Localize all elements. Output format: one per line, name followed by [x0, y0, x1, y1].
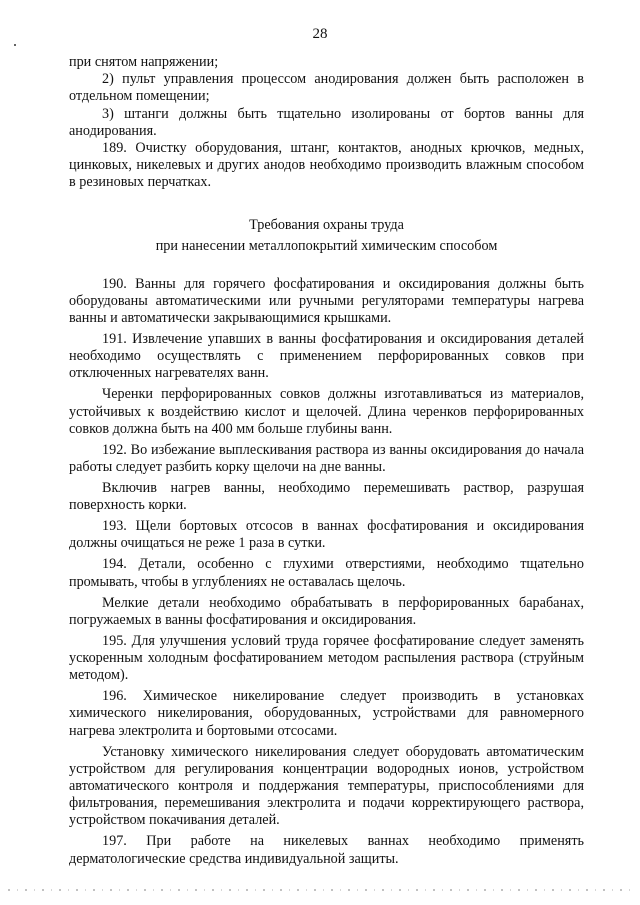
paragraph: Включив нагрев ванны, необходимо перемешивать раствор, разрушая поверхность корки.: [69, 480, 584, 514]
paragraph: 193. Щели бортовых отсосов в ваннах фосфатирования и оксидирования должны очищаться не реже 1 раза в сутки.: [69, 518, 584, 552]
paragraph: 3) штанги должны быть тщательно изолированы от бортов ванны для анодирования.: [69, 105, 584, 139]
paragraph: 189. Очистку оборудования, штанг, контактов, анодных крючков, медных, цинковых, никелевых и других анодов необходимо производить влажным способом в резиновых перчатках.: [69, 140, 584, 191]
section-heading: [69, 215, 584, 257]
paragraph: при снятом напряжении;: [69, 54, 219, 70]
paragraph: 196. Химическое никелирование следует производить в установках химического никелирования, оборудованных, устройствами для равномерного нагрева электролита и бортовыми отсосами.: [69, 688, 584, 739]
paragraph: 194. Детали, особенно с глухими отверстиями, необходимо тщательно промывать, чтобы в углублениях не оставалась щелочь.: [69, 556, 584, 590]
paragraph: Установку химического никелирования следует оборудовать автоматическим устройством для регулирования концентрации водородных ионов, устройством автоматического контроля и поддержания температуры, приспособлениями для фильтрования, перемешивания электролита и подачи корректирующего раствора, устройством покачивания деталей.: [69, 743, 584, 829]
paragraph: Черенки перфорированных совков должны изготавливаться из материалов, устойчивых к воздействию кислот и щелочей. Длина черенков перфорированных совков должна быть на 400 мм больше глубины ванн.: [69, 386, 584, 437]
document-body: [69, 54, 584, 868]
section-heading-line2: при нанесении металлопокрытий химическим способом: [155, 237, 498, 254]
scan-speck: [14, 44, 16, 46]
paragraph: 2) пульт управления процессом анодирования должен быть расположен в отдельном помещении;: [69, 71, 584, 105]
paragraph: 192. Во избежание выплескивания раствора из ванны оксидирования до начала работы следует разбить корку щелочи на дне ванны.: [69, 441, 584, 476]
page-number: 28: [312, 26, 328, 42]
paragraph: 191. Извлечение упавших в ванны фосфатирования и оксидирования деталей необходимо осуществлять с применением перфорированных совков при отключенных нагревателях ванн.: [69, 331, 584, 382]
paragraph: Мелкие детали необходимо обрабатывать в перфорированных барабанах, погружаемых в ванны фосфатирования и оксидирования.: [69, 594, 584, 628]
paragraph: 195. Для улучшения условий труда горячее фосфатирование следует заменять ускоренным холодным фосфатированием методом распыления раствора (струйным методом).: [69, 632, 584, 684]
section-heading-line1: Требования охраны труда: [249, 216, 404, 233]
scan-noise-line: [8, 889, 632, 891]
paragraph: 197. При работе на никелевых ваннах необходимо применять дерматологические средства индивидуальной защиты.: [69, 833, 584, 867]
paragraph: 190. Ванны для горячего фосфатирования и оксидирования должны быть оборудованы автоматическими или ручными регуляторами температуры нагрева ванны и автоматически закрывающимися крышками.: [69, 275, 584, 327]
